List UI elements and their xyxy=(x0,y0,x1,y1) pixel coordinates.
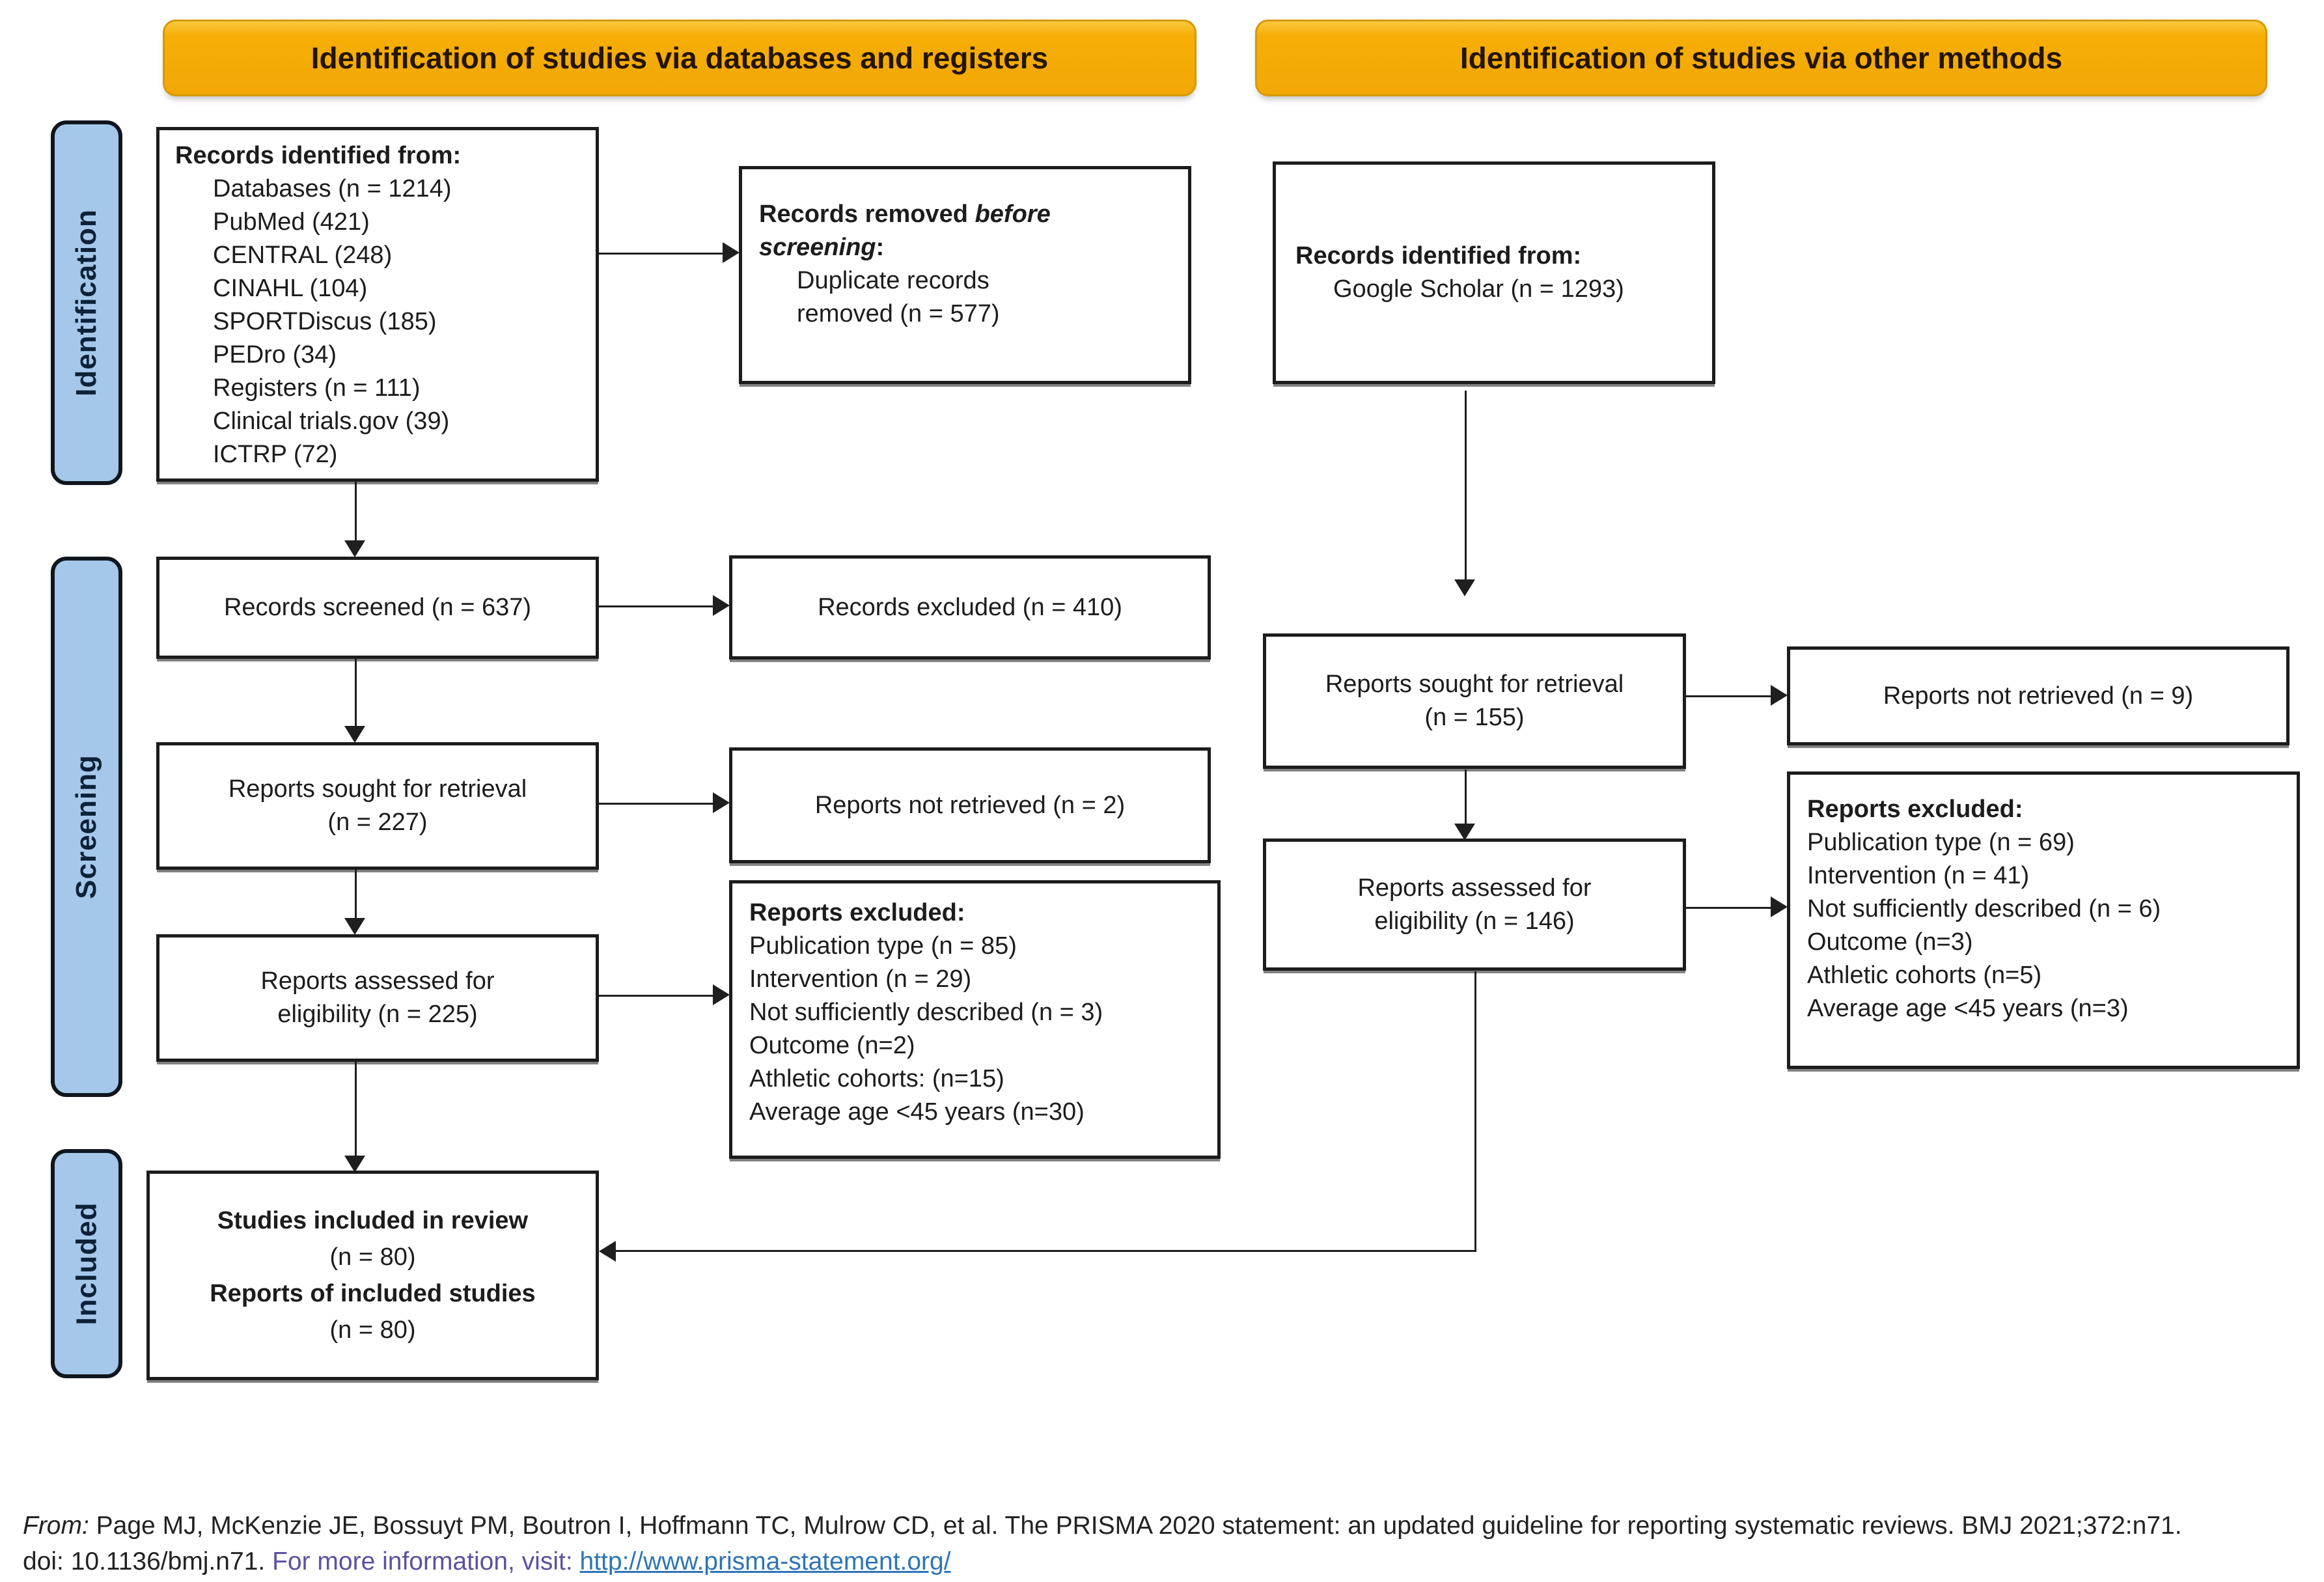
box-line: Reports sought for retrieval xyxy=(1325,671,1624,698)
box-line: CINAHL (104) xyxy=(213,275,368,302)
box-records-identified-databases xyxy=(156,127,599,482)
arrowhead xyxy=(713,984,730,1005)
arrow-identified-to-removed xyxy=(599,253,723,255)
arrow-sought-to-notretrieved-left xyxy=(599,803,713,805)
arrowhead xyxy=(713,595,730,616)
arrow-assessed-to-included xyxy=(355,1062,357,1156)
box-line: Outcome (n=2) xyxy=(749,1032,915,1059)
arrowhead xyxy=(344,540,365,557)
included-line1: Studies included in review xyxy=(217,1207,529,1234)
box-line: (n = 227) xyxy=(327,809,428,836)
box-lines xyxy=(1295,273,1712,306)
box-reports-assessed-right xyxy=(1263,839,1686,971)
arrow-sought-to-notretrieved-right xyxy=(1686,695,1771,697)
box-line: Clinical trials.gov (39) xyxy=(213,408,450,435)
box-records-screened: Records screened (n = 637) xyxy=(156,557,599,659)
box-line: Registers (n = 111) xyxy=(213,374,421,402)
box-line: Outcome (n=3) xyxy=(1807,928,1973,956)
box-line: Athletic cohorts (n=5) xyxy=(1807,962,2042,989)
box-reports-not-retrieved-right: Reports not retrieved (n = 9) xyxy=(1787,646,2289,745)
arrowhead xyxy=(344,918,365,935)
box-lines xyxy=(759,264,1171,331)
box-reports-not-retrieved-left: Reports not retrieved (n = 2) xyxy=(729,747,1211,863)
box-line: Reports sought for retrieval xyxy=(228,775,527,803)
box-line: Average age <45 years (n=30) xyxy=(749,1098,1085,1126)
box-line: Intervention (n = 29) xyxy=(749,965,972,993)
box-line: Intervention (n = 41) xyxy=(1807,862,2030,889)
stage-identification-label: Identification xyxy=(70,209,102,396)
box-line: PEDro (34) xyxy=(213,341,337,368)
records-removed-colon: : xyxy=(876,234,885,261)
citation-line2 xyxy=(23,1544,2308,1579)
box-line: Athletic cohorts: (n=15) xyxy=(749,1065,1004,1092)
arrow-identified-to-screened xyxy=(355,482,357,540)
box-line: Publication type (n = 69) xyxy=(1807,829,2075,856)
stage-included-label: Included xyxy=(70,1202,102,1325)
box-line: Reports assessed for xyxy=(1357,874,1592,902)
box-line: eligibility (n = 225) xyxy=(277,1001,478,1028)
arrowhead xyxy=(344,1156,365,1173)
box-reports-sought-right xyxy=(1263,633,1686,769)
doi-text: doi: 10.1136/bmj.n71. xyxy=(23,1547,273,1575)
box-title xyxy=(759,198,1085,264)
from-label: From: xyxy=(23,1512,89,1540)
arrowhead xyxy=(713,792,730,813)
footer-citation xyxy=(23,1508,2308,1579)
arrow-screened-to-excluded xyxy=(599,605,713,607)
records-removed-italic: before screening xyxy=(759,201,1051,261)
arrowhead xyxy=(1771,896,1788,917)
citation-line1 xyxy=(23,1508,2308,1544)
box-lines xyxy=(1807,826,2282,1025)
box-line: ICTRP (72) xyxy=(213,441,338,468)
box-records-identified-other xyxy=(1273,161,1715,384)
box-line: Databases (n = 1214) xyxy=(213,175,452,202)
box-line: (n = 155) xyxy=(1424,704,1525,731)
records-removed-text: Records removed xyxy=(759,201,975,228)
box-reports-excluded-right xyxy=(1787,771,2300,1069)
prisma-statement-link[interactable]: http://www.prisma-statement.org/ xyxy=(579,1547,951,1575)
box-title: Reports excluded: xyxy=(1807,796,2023,823)
banner-other-methods: Identification of studies via other methods xyxy=(1255,20,2267,96)
box-line: PubMed (421) xyxy=(213,208,370,236)
banner-databases-registers: Identification of studies via databases and registers xyxy=(163,20,1197,96)
box-line: Duplicate records xyxy=(797,267,989,294)
arrowhead xyxy=(1454,824,1475,840)
arrowhead xyxy=(723,242,740,263)
box-studies-included xyxy=(146,1171,599,1380)
arrow-assessed-to-excluded-left xyxy=(599,995,713,997)
box-title: Records identified from: xyxy=(175,142,462,169)
box-title: Reports excluded: xyxy=(749,899,965,926)
box-lines xyxy=(175,173,583,471)
box-reports-excluded-left xyxy=(729,880,1221,1159)
arrow-elbow-horizontal xyxy=(616,1250,1476,1252)
box-reports-sought-left xyxy=(156,742,599,870)
arrowhead xyxy=(599,1241,616,1262)
arrowhead xyxy=(344,726,365,743)
arrowhead xyxy=(1771,685,1788,706)
included-line3: Reports of included studies xyxy=(210,1280,536,1307)
citation-text: Page MJ, McKenzie JE, Bossuyt PM, Boutron I, Hoffmann TC, Mulrow CD, et al. The PRISMA 2020 statement: an updated guideline for reporting systematic reviews. BMJ 2021;372:n71. xyxy=(89,1512,2182,1540)
box-lines xyxy=(749,930,1203,1129)
box-line: Not sufficiently described (n = 6) xyxy=(1807,895,2161,923)
box-line: eligibility (n = 146) xyxy=(1374,907,1575,935)
arrow-sought-to-assessed-right xyxy=(1465,770,1467,824)
stage-screening-label: Screening xyxy=(70,755,102,899)
arrow-assessed-to-excluded-right xyxy=(1686,907,1771,909)
arrow-sought-to-assessed-left xyxy=(355,870,357,918)
box-line: Not sufficiently described (n = 3) xyxy=(749,999,1103,1026)
box-line: removed (n = 577) xyxy=(797,300,1000,327)
box-line: SPORTDiscus (185) xyxy=(213,308,437,335)
box-records-removed xyxy=(739,166,1191,384)
included-line4: (n = 80) xyxy=(329,1316,416,1344)
arrow-elbow-vertical xyxy=(1474,971,1476,1252)
box-records-excluded: Records excluded (n = 410) xyxy=(729,555,1211,659)
box-line: Reports assessed for xyxy=(260,967,495,995)
box-line: Google Scholar (n = 1293) xyxy=(1333,275,1624,303)
more-info-text: For more information, visit: xyxy=(272,1547,580,1575)
stage-identification xyxy=(51,120,122,485)
box-reports-assessed-left xyxy=(156,934,599,1062)
stage-included xyxy=(51,1149,122,1378)
stage-screening xyxy=(51,557,122,1097)
arrow-screened-to-sought xyxy=(355,659,357,726)
box-line: CENTRAL (248) xyxy=(213,242,393,269)
included-line2: (n = 80) xyxy=(329,1243,416,1271)
arrowhead xyxy=(1454,579,1475,596)
arrow-scholar-to-sought xyxy=(1465,391,1467,579)
box-title: Records identified from: xyxy=(1295,242,1582,270)
box-line: Publication type (n = 85) xyxy=(749,932,1017,960)
box-line: Average age <45 years (n=3) xyxy=(1807,995,2129,1022)
